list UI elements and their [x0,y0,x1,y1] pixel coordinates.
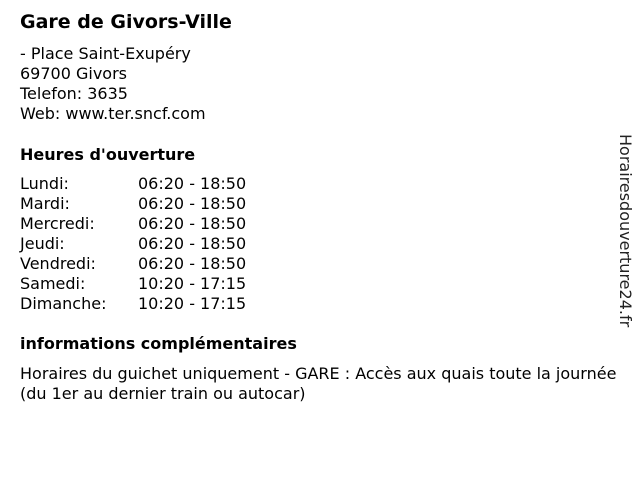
site-watermark: Horairesdouverture24.fr [616,134,635,328]
day-label: Mardi: [20,194,70,213]
additional-info-heading: informations complémentaires [20,334,297,353]
time-range: 06:20 - 18:50 [138,254,247,273]
time-range: 10:20 - 17:15 [138,274,247,293]
day-label: Mercredi: [20,214,95,233]
opening-hours-heading: Heures d'ouverture [20,145,196,164]
time-range: 06:20 - 18:50 [138,194,247,213]
day-label: Jeudi: [20,234,65,253]
station-title: Gare de Givors-Ville [20,11,232,33]
time-range: 10:20 - 17:15 [138,294,247,313]
time-range: 06:20 - 18:50 [138,234,247,253]
time-range: 06:20 - 18:50 [138,174,247,193]
station-address [20,44,206,124]
address-city: 69700 Givors [20,64,127,83]
phone-number: Telefon: 3635 [20,84,128,103]
day-label: Lundi: [20,174,69,193]
day-label: Dimanche: [20,294,107,313]
time-range: 06:20 - 18:50 [138,214,247,233]
additional-info-text: Horaires du guichet uniquement - GARE : Accès aux quais toute la journée (du 1er au dernier train ou autocar) [20,364,617,403]
day-label: Samedi: [20,274,86,293]
website-link[interactable]: Web: www.ter.sncf.com [20,104,206,123]
day-label: Vendredi: [20,254,96,273]
address-street: - Place Saint-Exupéry [20,44,191,63]
